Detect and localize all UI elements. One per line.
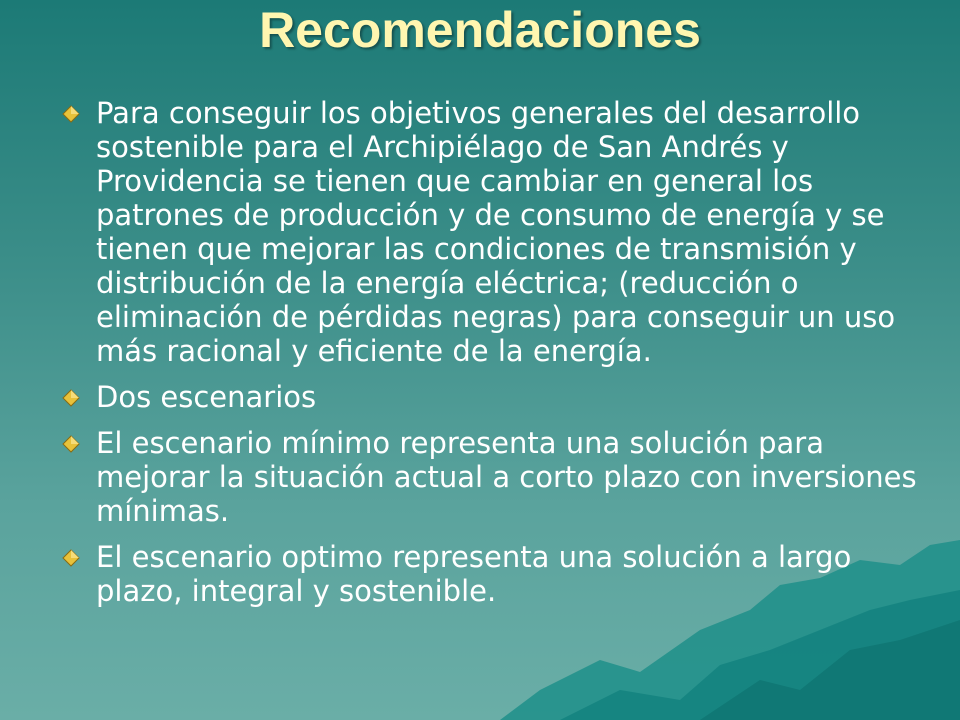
bullet-item	[58, 540, 918, 608]
bullet-item	[58, 380, 918, 414]
bullet-text: El escenario mínimo representa una solución para mejorar la situación actual a corto plazo con inversiones mínimas.	[96, 426, 917, 528]
bullet-item	[58, 96, 918, 368]
bullet-item	[58, 426, 918, 528]
diamond-icon	[58, 380, 96, 414]
bullet-text: Dos escenarios	[96, 380, 317, 414]
slide-title: Recomendaciones	[259, 2, 701, 58]
diamond-icon	[58, 540, 96, 574]
diamond-icon	[58, 96, 96, 130]
bullet-text: Para conseguir los objetivos generales del desarrollo sostenible para el Archipiélago de San Andrés y Providencia se tienen que cambiar en general los patrones de producción y de consumo de energía y se tienen que mejorar las condiciones de transmisión y distribución de la energía eléctrica; (reducción o eliminación de pérdidas negras) para conseguir un uso más racional y eficiente de la energía.	[96, 96, 896, 368]
bullet-list	[58, 96, 918, 620]
diamond-icon	[58, 426, 96, 460]
bullet-text: El escenario optimo representa una solución a largo plazo, integral y sostenible.	[96, 540, 852, 608]
